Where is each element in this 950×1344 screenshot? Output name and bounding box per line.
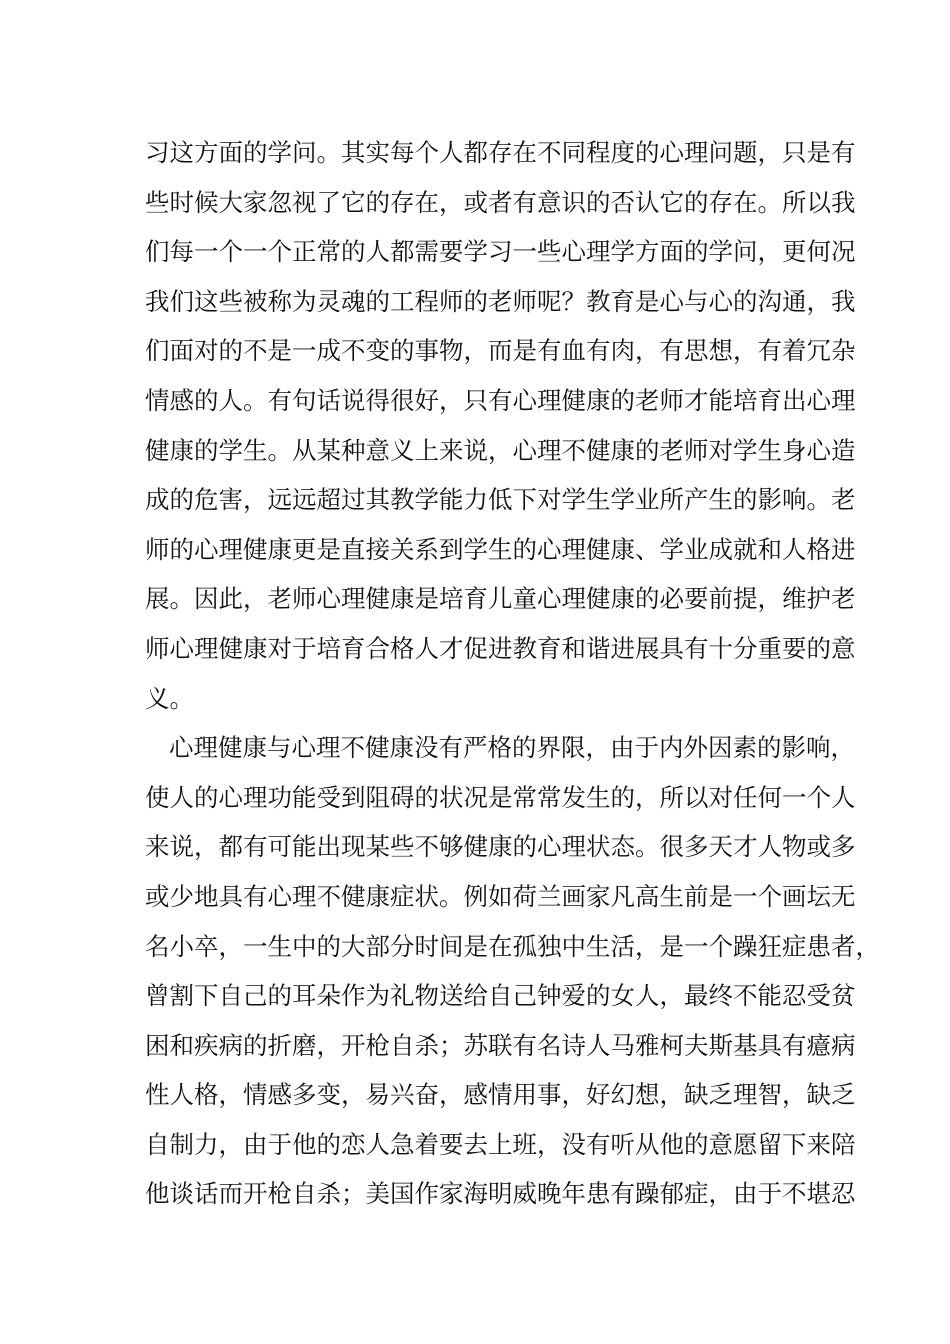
text-line: 心理健康与心理不健康没有严格的界限，由于内外因素的影响， — [169, 733, 855, 763]
paragraph-2 — [145, 723, 880, 1219]
text-line: 情感的人。有句话说得很好，只有心理健康的老师才能培育出心理 — [145, 385, 856, 415]
text-line: 师的心理健康更是直接关系到学生的心理健康、学业成就和人格进 — [145, 534, 856, 564]
text-line: 他谈话而开枪自杀；美国作家海明威晚年患有躁郁症，由于不堪忍 — [145, 1179, 856, 1209]
text-line: 师心理健康对于培育合格人才促进教育和谐进展具有十分重要的意 — [145, 633, 856, 663]
text-line: 健康的学生。从某种意义上来说，心理不健康的老师对学生身心造 — [145, 435, 856, 465]
text-line: 困和疾病的折磨，开枪自杀；苏联有名诗人马雅柯夫斯基具有癔病 — [145, 1030, 856, 1060]
paragraph-1 — [145, 128, 856, 723]
text-line: 性人格，情感多变，易兴奋，感情用事，好幻想，缺乏理智，缺乏 — [145, 1080, 856, 1110]
text-line: 自制力，由于他的恋人急着要去上班，没有听从他的意愿留下来陪 — [145, 1129, 856, 1159]
text-line: 们每一个一个正常的人都需要学习一些心理学方面的学问，更何况 — [145, 237, 856, 267]
text-line: 展。因此，老师心理健康是培育儿童心理健康的必要前提，维护老 — [145, 584, 856, 614]
text-line: 曾割下自己的耳朵作为礼物送给自己钟爱的女人，最终不能忍受贫 — [145, 981, 856, 1011]
text-line: 来说，都有可能出现某些不够健康的心理状态。很多天才人物或多 — [145, 832, 856, 862]
text-line: 使人的心理功能受到阻碍的状况是常常发生的，所以对任何一个人 — [145, 782, 856, 812]
text-line: 习这方面的学问。其实每个人都存在不同程度的心理问题，只是有 — [145, 138, 856, 167]
text-line: 们面对的不是一成不变的事物，而是有血有肉，有思想，有着冗杂 — [145, 336, 856, 366]
body-text — [145, 128, 880, 1219]
text-line: 义。 — [145, 683, 194, 713]
text-line: 我们这些被称为灵魂的工程师的老师呢？教育是心与心的沟通，我 — [145, 286, 856, 316]
text-line: 成的危害，远远超过其教学能力低下对学生学业所产生的影响。老 — [145, 485, 856, 515]
text-line: 名小卒，一生中的大部分时间是在孤独中生活，是一个躁狂症患者， — [145, 931, 880, 961]
text-line: 些时候大家忽视了它的存在，或者有意识的否认它的存在。所以我 — [145, 187, 856, 217]
text-line: 或少地具有心理不健康症状。例如荷兰画家凡高生前是一个画坛无 — [145, 881, 856, 911]
